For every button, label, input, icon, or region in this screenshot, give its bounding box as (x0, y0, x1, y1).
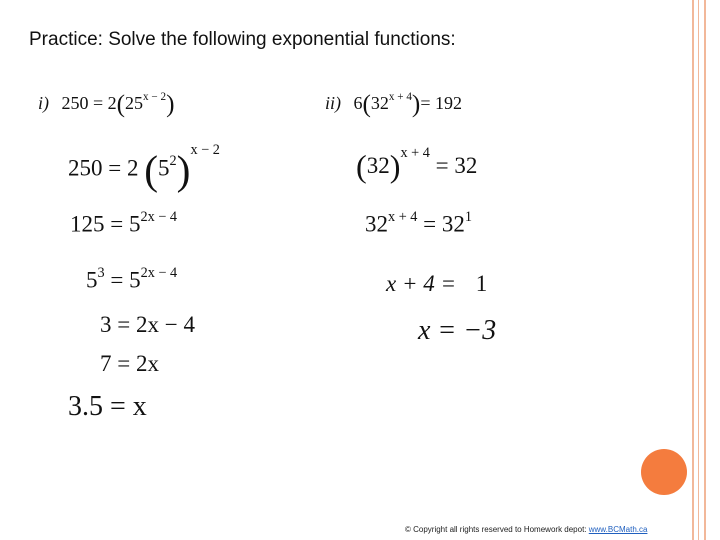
base: 5 (129, 267, 141, 293)
equation-rhs: = 192 (420, 92, 462, 113)
base: 25 (125, 92, 144, 113)
problem-label: i) (38, 92, 49, 113)
exponent: x + 4 (388, 208, 418, 225)
base: 5 (86, 267, 98, 293)
base: 5 (128, 211, 141, 237)
final-answer: x = −3 (418, 315, 497, 346)
equation-lhs: x + 4 = (386, 271, 462, 296)
exponent: x − 2 (143, 91, 167, 104)
inner-exponent: 2 (169, 152, 177, 169)
decorative-rail (692, 0, 694, 540)
exponent: x + 4 (388, 91, 412, 104)
close-paren: ) (176, 147, 191, 193)
copyright-text: © Copyright all rights reserved to Homework depot: (405, 525, 589, 534)
exponent: x + 4 (400, 145, 430, 162)
equation-rhs: = 32 (417, 211, 465, 237)
problem-i (38, 92, 174, 117)
step-ii-4 (418, 317, 496, 345)
equation-rhs: = 32 (429, 153, 478, 179)
open-paren: ( (116, 91, 126, 118)
step-ii-2 (365, 208, 473, 237)
open-paren: ( (144, 147, 159, 193)
step-ii-3 (386, 272, 487, 295)
step-i-4: 3 = 2x − 4 (100, 312, 195, 337)
equation-lhs: 250 = 2 (68, 155, 139, 181)
equals: = (104, 267, 130, 293)
equation-lhs: 6 (353, 92, 363, 113)
copyright-footer (405, 525, 647, 534)
open-paren: ( (356, 148, 367, 184)
step-i-2 (70, 208, 178, 237)
exponent: 2x − 4 (140, 208, 178, 225)
exponent: 3 (97, 264, 105, 281)
equation-lhs: 125 = (70, 211, 129, 237)
equation-rhs: 1 (475, 271, 488, 296)
close-paren: ) (166, 91, 175, 118)
website-link[interactable]: www.BCMath.ca (588, 525, 648, 534)
decorative-rail (704, 0, 706, 540)
exponent: x − 2 (190, 142, 220, 159)
exponent: 1 (464, 208, 473, 225)
problem-label: ii) (325, 92, 341, 113)
step-i-3 (86, 264, 178, 293)
base: 32 (370, 92, 389, 113)
step-i-1 (68, 142, 220, 193)
base: 32 (366, 153, 390, 179)
step-ii-1 (356, 145, 478, 184)
exponent: 2x − 4 (140, 264, 178, 281)
page-title: Practice: Solve the following exponential functions: (29, 29, 456, 50)
step-i-5: 7 = 2x (100, 351, 159, 376)
problem-ii (325, 92, 462, 117)
equation-lhs: 250 = 2 (61, 92, 117, 113)
decorative-rail (698, 0, 699, 540)
close-paren: ) (411, 91, 421, 118)
step-i-6: 3.5 = x (68, 391, 147, 422)
close-paren: ) (389, 148, 401, 184)
base: 32 (365, 211, 388, 237)
open-paren: ( (362, 91, 371, 118)
base: 5 (158, 155, 170, 181)
accent-circle (641, 449, 687, 495)
